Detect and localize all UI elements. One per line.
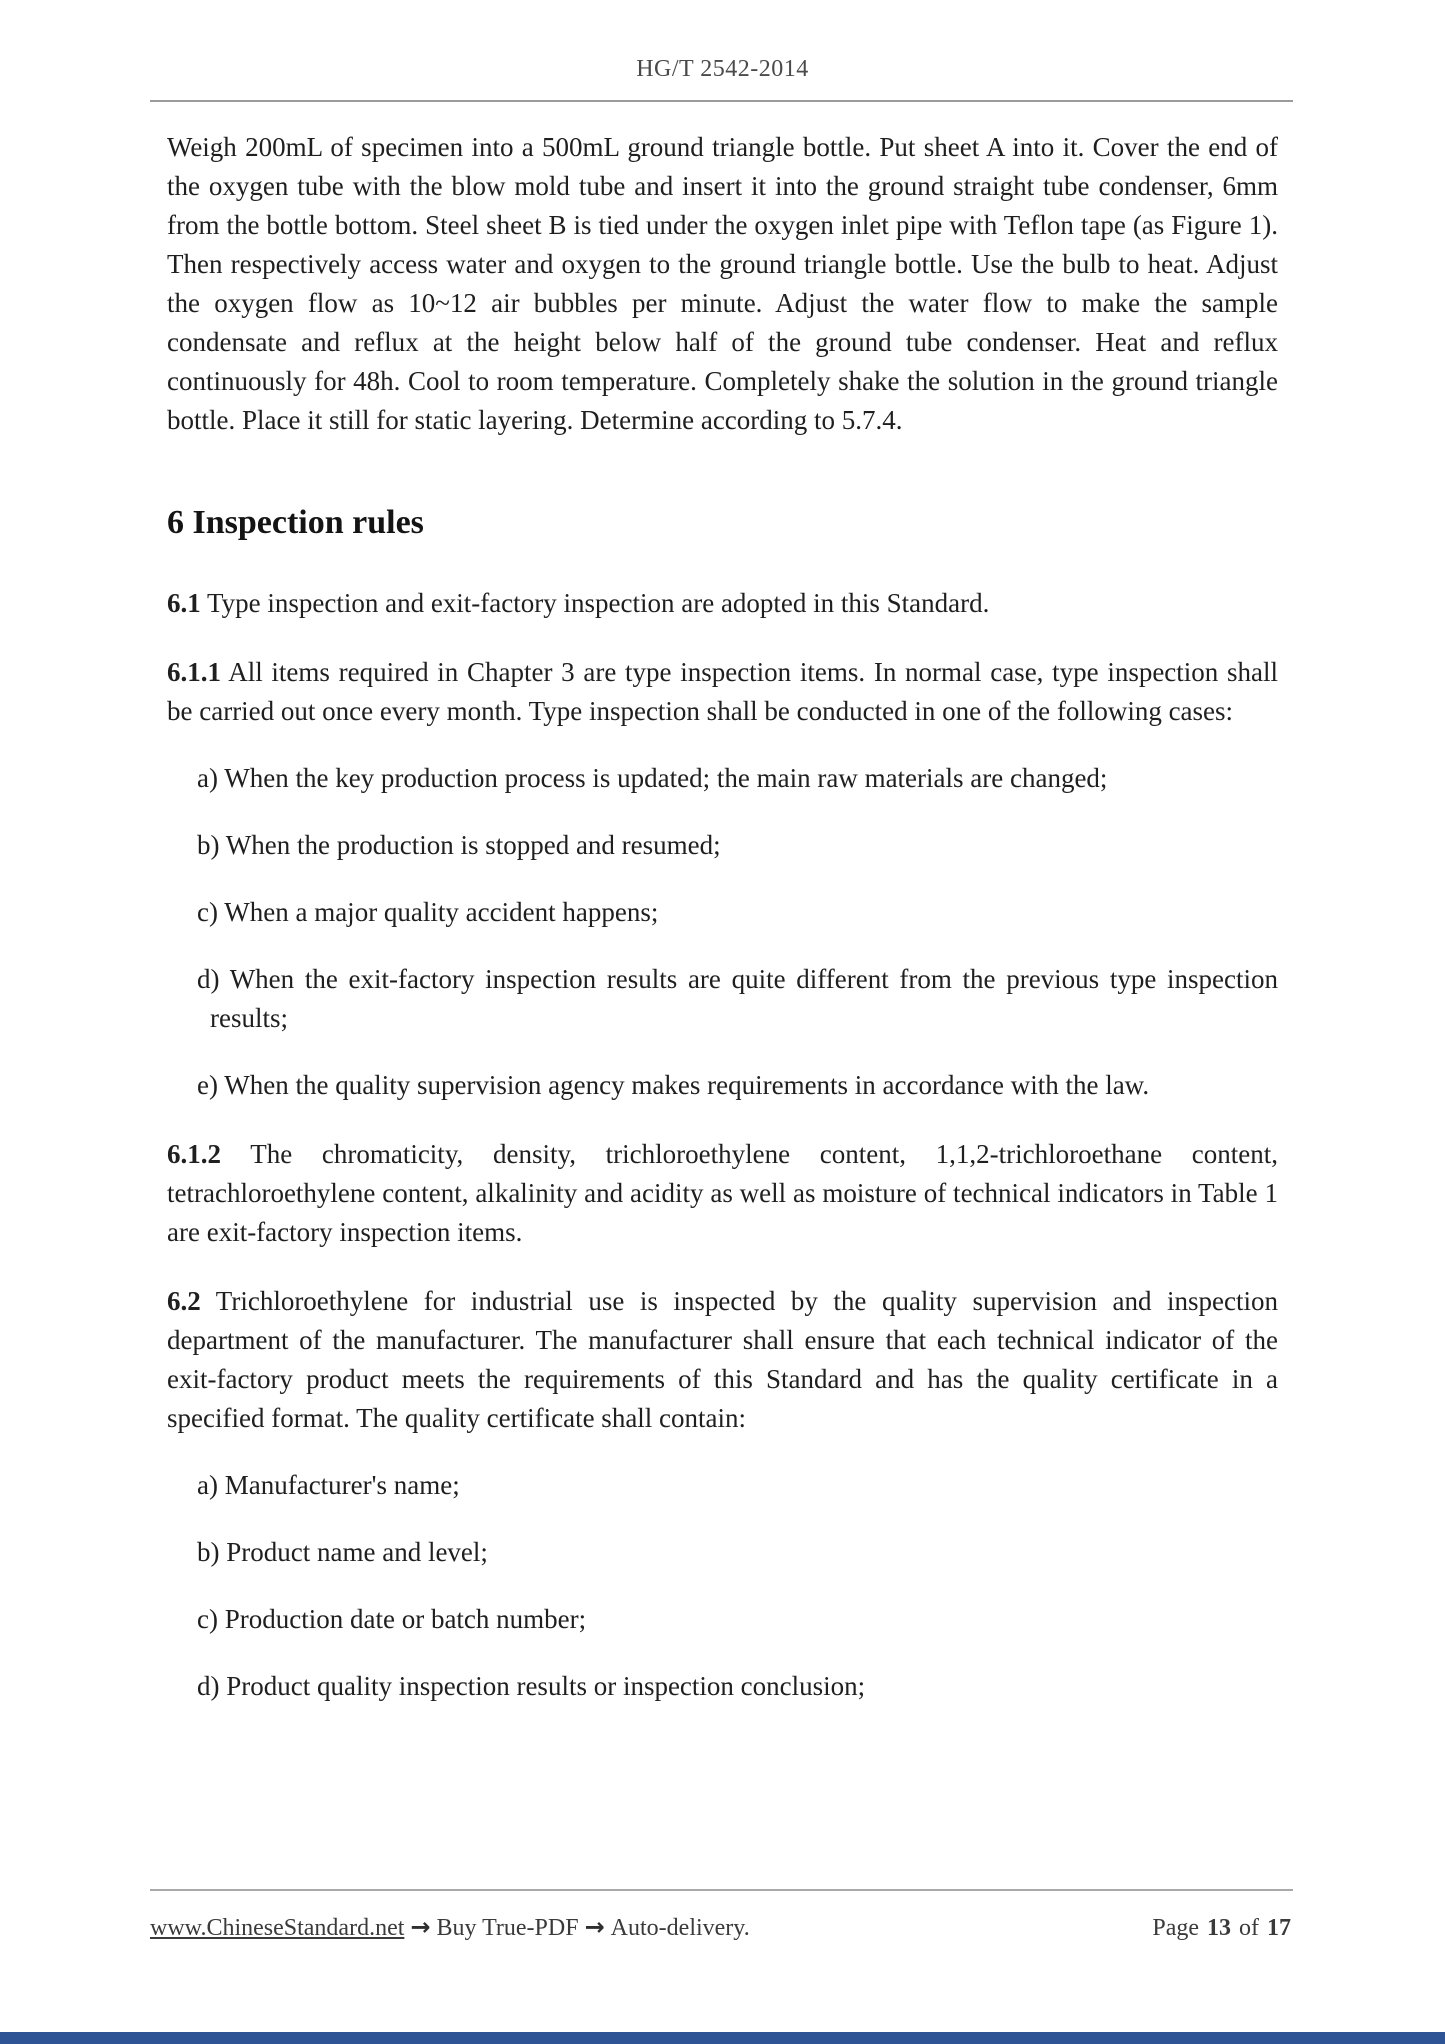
list-item (167, 893, 1278, 932)
current-page-number: 13 (1207, 1915, 1231, 1941)
footer-action-delivery: Auto-delivery. (610, 1915, 750, 1941)
list-item-text: Product name and level; (226, 1537, 488, 1567)
clause-6-1-1 (167, 653, 1278, 731)
list-item-label: a) (197, 1470, 218, 1500)
certificate-items-list (167, 1466, 1278, 1706)
page-number (1152, 1912, 1293, 1944)
page-footer (150, 1889, 1293, 1944)
clause-text: The chromaticity, density, trichloroethylene content, 1,1,2-trichloroethane content, tetrachloroethylene content, alkalinity and acidity as well as moisture of technical indicators in Table 1 are exit-factory inspection items. (167, 1139, 1278, 1247)
clause-6-1 (167, 584, 1278, 623)
list-item-text: When the quality supervision agency makes requirements in accordance with the law. (224, 1070, 1150, 1100)
of-label: of (1239, 1915, 1259, 1941)
list-item-label: d) (197, 964, 220, 994)
list-item (167, 1466, 1278, 1505)
list-item-label: e) (197, 1070, 218, 1100)
type-inspection-cases-list (167, 759, 1278, 1105)
list-item (167, 826, 1278, 865)
right-arrow-icon: → (410, 1913, 431, 1941)
clause-number: 6.1.1 (167, 657, 221, 687)
website-link[interactable]: www.ChineseStandard.net (150, 1915, 405, 1941)
list-item-label: c) (197, 897, 218, 927)
right-arrow-icon: → (584, 1913, 605, 1941)
clause-number: 6.2 (167, 1286, 201, 1316)
bottom-accent-bar (0, 2032, 1445, 2044)
clause-text: Trichloroethylene for industrial use is inspected by the quality supervision and inspection department of the manufacturer. The manufacturer shall ensure that each technical indicator of the exit-factory product meets the requirements of this Standard and has the quality certificate in a specified format. The quality certificate shall contain: (167, 1286, 1278, 1433)
section-heading: 6 Inspection rules (167, 504, 424, 541)
clause-text: All items required in Chapter 3 are type inspection items. In normal case, type inspection shall be carried out once every month. Type inspection shall be conducted in one of the following cases: (167, 657, 1278, 726)
header-divider (150, 100, 1293, 102)
list-item-text: Product quality inspection results or inspection conclusion; (226, 1671, 866, 1701)
clause-number: 6.1 (167, 588, 201, 618)
clause-6-2 (167, 1282, 1278, 1438)
list-item-text: When the exit-factory inspection results are quite different from the previous type inspection results; (210, 964, 1278, 1033)
list-item (167, 759, 1278, 798)
list-item (167, 1533, 1278, 1572)
list-item (167, 1066, 1278, 1105)
footer-action-buy: Buy True-PDF (436, 1915, 579, 1941)
document-content (167, 128, 1278, 1706)
list-item (167, 1600, 1278, 1639)
list-item-label: c) (197, 1604, 218, 1634)
list-item-text: Manufacturer's name; (224, 1470, 460, 1500)
clause-text: Type inspection and exit-factory inspection are adopted in this Standard. (207, 588, 990, 618)
list-item-text: When a major quality accident happens; (224, 897, 659, 927)
list-item (167, 960, 1278, 1038)
total-page-number: 17 (1267, 1915, 1291, 1941)
list-item-label: b) (197, 830, 220, 860)
list-item-label: b) (197, 1537, 220, 1567)
clause-number: 6.1.2 (167, 1139, 221, 1169)
list-item-text: Production date or batch number; (224, 1604, 587, 1634)
list-item (167, 1667, 1278, 1706)
list-item-label: a) (197, 763, 218, 793)
list-item-text: When the key production process is updated; the main raw materials are changed; (224, 763, 1108, 793)
list-item-label: d) (197, 1671, 220, 1701)
page-label: Page (1152, 1915, 1199, 1941)
clause-6-1-2 (167, 1135, 1278, 1252)
intro-paragraph: Weigh 200mL of specimen into a 500mL ground triangle bottle. Put sheet A into it. Cover the end of the oxygen tube with the blow mold tube and insert it into the ground straight tube condenser, 6mm from the bottle bottom. Steel sheet B is tied under the oxygen inlet pipe with Teflon tape (as Figure 1). Then respectively access water and oxygen to the ground triangle bottle. Use the bulb to heat. Adjust the oxygen flow as 10~12 air bubbles per minute. Adjust the water flow to make the sample condensate and reflux at the height below half of the ground tube condenser. Heat and reflux continuously for 48h. Cool to room temperature. Completely shake the solution in the ground triangle bottle. Place it still for static layering. Determine according to 5.7.4. (167, 132, 1278, 435)
standard-code-header: HG/T 2542-2014 (636, 56, 809, 82)
list-item-text: When the production is stopped and resumed; (225, 830, 721, 860)
footer-source-line (150, 1911, 750, 1944)
